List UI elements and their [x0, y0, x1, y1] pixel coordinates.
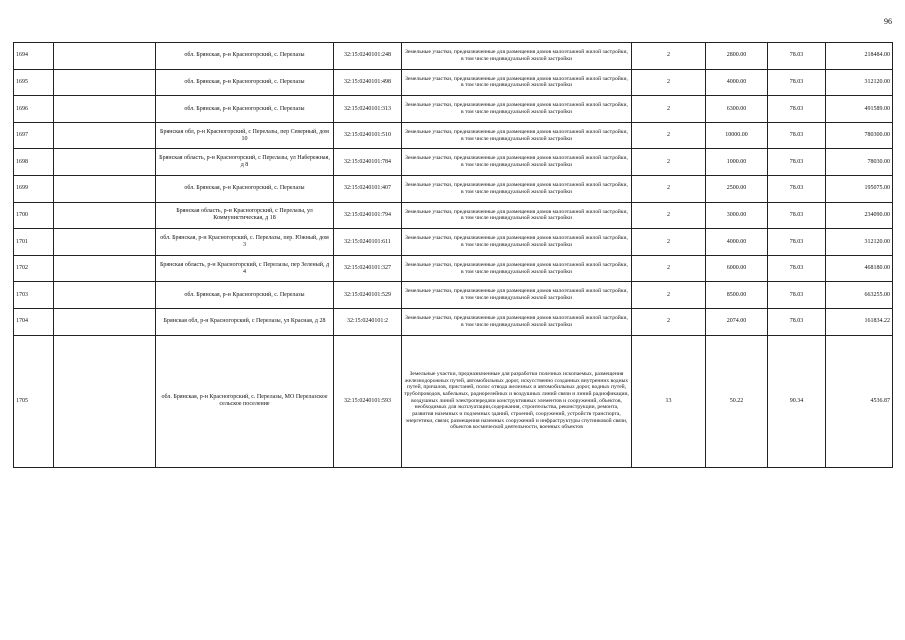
- cadastral-number-cell: 32:15:0240101:510: [334, 122, 402, 149]
- address-cell: обл. Брянская, р-н Красногорский, с. Перелазы, пер. Южный, дом 3: [156, 229, 334, 256]
- table-row: [14, 43, 893, 70]
- address-cell: обл. Брянская, р-н Красногорский, с. Перелазы: [156, 43, 334, 70]
- cadastral-number-cell: 32:15:0240101:313: [334, 96, 402, 123]
- table-row: [14, 335, 893, 467]
- table-row: [14, 229, 893, 256]
- cadastral-number-cell: 32:15:0240101:529: [334, 282, 402, 309]
- area-cell: 6000.00: [706, 255, 768, 282]
- cadastral-value-cell: 161834.22: [826, 308, 893, 335]
- cadastral-number-cell: 32:15:0240101:327: [334, 255, 402, 282]
- row-number: 1704: [14, 308, 54, 335]
- row-number: 1701: [14, 229, 54, 256]
- spacer-cell: [54, 175, 156, 202]
- row-number: 1700: [14, 202, 54, 229]
- address-cell: Брянская область, р-н Красногорский, с Перелазы, ул Коммунистическая, д 18: [156, 202, 334, 229]
- row-number: 1696: [14, 96, 54, 123]
- cadastral-value-cell: 78030.00: [826, 149, 893, 176]
- row-number: 1699: [14, 175, 54, 202]
- unit-value-cell: 78.03: [768, 122, 826, 149]
- category-cell: 2: [632, 229, 706, 256]
- spacer-cell: [54, 335, 156, 467]
- cadastral-value-cell: 312120.00: [826, 69, 893, 96]
- cadastral-value-cell: 4536.87: [826, 335, 893, 467]
- address-cell: Брянская обл, р-н Красногорский, с Перелазы, ул Красная, д 28: [156, 308, 334, 335]
- permitted-use-cell: Земельные участки, предназначенные для размещения домов малоэтажной жилой застройки, в том числе индивидуальной жилой застройки: [402, 122, 632, 149]
- spacer-cell: [54, 308, 156, 335]
- cadastral-value-cell: 218484.00: [826, 43, 893, 70]
- row-number: 1694: [14, 43, 54, 70]
- area-cell: 10000.00: [706, 122, 768, 149]
- table-row: [14, 122, 893, 149]
- cadastral-value-cell: 663255.00: [826, 282, 893, 309]
- permitted-use-cell: Земельные участки, предназначенные для размещения домов малоэтажной жилой застройки, в том числе индивидуальной жилой застройки: [402, 282, 632, 309]
- address-cell: обл. Брянская, р-н Красногорский, с. Перелазы: [156, 282, 334, 309]
- cadastral-value-cell: 780300.00: [826, 122, 893, 149]
- cadastral-value-cell: 195075.00: [826, 175, 893, 202]
- spacer-cell: [54, 96, 156, 123]
- address-cell: Брянская обл, р-н Красногорский, с Перелазы, пер Северный, дом 10: [156, 122, 334, 149]
- area-cell: 4000.00: [706, 69, 768, 96]
- cadastral-number-cell: 32:15:0240101:794: [334, 202, 402, 229]
- unit-value-cell: 78.03: [768, 175, 826, 202]
- unit-value-cell: 78.03: [768, 43, 826, 70]
- category-cell: 2: [632, 122, 706, 149]
- spacer-cell: [54, 282, 156, 309]
- spacer-cell: [54, 43, 156, 70]
- permitted-use-cell: Земельные участки, предназначенные для размещения домов малоэтажной жилой застройки, в том числе индивидуальной жилой застройки: [402, 308, 632, 335]
- row-number: 1698: [14, 149, 54, 176]
- area-cell: 1000.00: [706, 149, 768, 176]
- category-cell: 2: [632, 43, 706, 70]
- category-cell: 2: [632, 202, 706, 229]
- area-cell: 2074.00: [706, 308, 768, 335]
- spacer-cell: [54, 202, 156, 229]
- cadastral-number-cell: 32:15:0240101:611: [334, 229, 402, 256]
- category-cell: 2: [632, 69, 706, 96]
- table-body: [14, 43, 893, 468]
- row-number: 1703: [14, 282, 54, 309]
- row-number: 1702: [14, 255, 54, 282]
- table-row: [14, 175, 893, 202]
- land-plots-table: [13, 42, 893, 468]
- cadastral-value-cell: 234090.00: [826, 202, 893, 229]
- cadastral-number-cell: 32:15:0240101:2: [334, 308, 402, 335]
- unit-value-cell: 78.03: [768, 202, 826, 229]
- permitted-use-cell: Земельные участки, предназначенные для разработки полезных ископаемых, размещения железнодорожных путей, автомобильных дорог, искусственно созданных внутренних водных путей, причалов, пристаней, полос отвода железных и автомобильных дорог, водных путей, трубопроводов, кабельных, радиорелейных и воздушных линий связи и линий радиофикации, воздушных линий электропередачи конструктивных элементов и сооружений, объектов, необходимых для эксплуатации,содержания, строительства, реконструкции, ремонта, развития наземных и подземных зданий, строений, сооружений, устройств транспорта, энергетики, связи; размещения наземных сооружений и инфраструктуры спутниковой связи, объектов космической деятельности, военных объектов: [402, 335, 632, 467]
- unit-value-cell: 78.03: [768, 282, 826, 309]
- table-row: [14, 202, 893, 229]
- table-row: [14, 255, 893, 282]
- table-row: [14, 149, 893, 176]
- category-cell: 2: [632, 308, 706, 335]
- row-number: 1697: [14, 122, 54, 149]
- unit-value-cell: 78.03: [768, 255, 826, 282]
- category-cell: 13: [632, 335, 706, 467]
- cadastral-value-cell: 491589.00: [826, 96, 893, 123]
- area-cell: 6300.00: [706, 96, 768, 123]
- unit-value-cell: 78.03: [768, 308, 826, 335]
- cadastral-number-cell: 32:15:0240101:407: [334, 175, 402, 202]
- table-row: [14, 308, 893, 335]
- unit-value-cell: 90.34: [768, 335, 826, 467]
- category-cell: 2: [632, 175, 706, 202]
- row-number: 1695: [14, 69, 54, 96]
- cadastral-number-cell: 32:15:0240101:248: [334, 43, 402, 70]
- address-cell: обл. Брянская, р-н Красногорский, с. Перелазы: [156, 175, 334, 202]
- area-cell: 2500.00: [706, 175, 768, 202]
- cadastral-number-cell: 32:15:0240101:593: [334, 335, 402, 467]
- address-cell: обл. Брянская, р-н Красногорский, с. Перелазы, МО Перелазское сельское поселение: [156, 335, 334, 467]
- area-cell: 8500.00: [706, 282, 768, 309]
- area-cell: 4000.00: [706, 229, 768, 256]
- area-cell: 3000.00: [706, 202, 768, 229]
- category-cell: 2: [632, 255, 706, 282]
- spacer-cell: [54, 122, 156, 149]
- page-number: 96: [884, 17, 892, 26]
- permitted-use-cell: Земельные участки, предназначенные для размещения домов малоэтажной жилой застройки, в том числе индивидуальной жилой застройки: [402, 69, 632, 96]
- permitted-use-cell: Земельные участки, предназначенные для размещения домов малоэтажной жилой застройки, в том числе индивидуальной жилой застройки: [402, 229, 632, 256]
- permitted-use-cell: Земельные участки, предназначенные для размещения домов малоэтажной жилой застройки, в том числе индивидуальной жилой застройки: [402, 149, 632, 176]
- address-cell: обл. Брянская, р-н Красногорский, с. Перелазы: [156, 96, 334, 123]
- unit-value-cell: 78.03: [768, 149, 826, 176]
- permitted-use-cell: Земельные участки, предназначенные для размещения домов малоэтажной жилой застройки, в том числе индивидуальной жилой застройки: [402, 175, 632, 202]
- cadastral-number-cell: 32:15:0240101:784: [334, 149, 402, 176]
- area-cell: 50.22: [706, 335, 768, 467]
- cadastral-number-cell: 32:15:0240101:498: [334, 69, 402, 96]
- spacer-cell: [54, 149, 156, 176]
- permitted-use-cell: Земельные участки, предназначенные для размещения домов малоэтажной жилой застройки, в том числе индивидуальной жилой застройки: [402, 202, 632, 229]
- table-row: [14, 96, 893, 123]
- permitted-use-cell: Земельные участки, предназначенные для размещения домов малоэтажной жилой застройки, в том числе индивидуальной жилой застройки: [402, 255, 632, 282]
- address-cell: Брянская область, р-н Красногорский, с Перелазы, пер Зеленый, д 4: [156, 255, 334, 282]
- table-row: [14, 282, 893, 309]
- unit-value-cell: 78.03: [768, 96, 826, 123]
- address-cell: Брянская область, р-н Красногорский, с Перелазы, ул Набережная, д 8: [156, 149, 334, 176]
- area-cell: 2800.00: [706, 43, 768, 70]
- spacer-cell: [54, 229, 156, 256]
- cadastral-value-cell: 312120.00: [826, 229, 893, 256]
- category-cell: 2: [632, 282, 706, 309]
- permitted-use-cell: Земельные участки, предназначенные для размещения домов малоэтажной жилой застройки, в том числе индивидуальной жилой застройки: [402, 43, 632, 70]
- category-cell: 2: [632, 96, 706, 123]
- category-cell: 2: [632, 149, 706, 176]
- unit-value-cell: 78.03: [768, 69, 826, 96]
- row-number: 1705: [14, 335, 54, 467]
- cadastral-value-cell: 468180.00: [826, 255, 893, 282]
- table-row: [14, 69, 893, 96]
- address-cell: обл. Брянская, р-н Красногорский, с. Перелазы: [156, 69, 334, 96]
- spacer-cell: [54, 69, 156, 96]
- spacer-cell: [54, 255, 156, 282]
- permitted-use-cell: Земельные участки, предназначенные для размещения домов малоэтажной жилой застройки, в том числе индивидуальной жилой застройки: [402, 96, 632, 123]
- unit-value-cell: 78.03: [768, 229, 826, 256]
